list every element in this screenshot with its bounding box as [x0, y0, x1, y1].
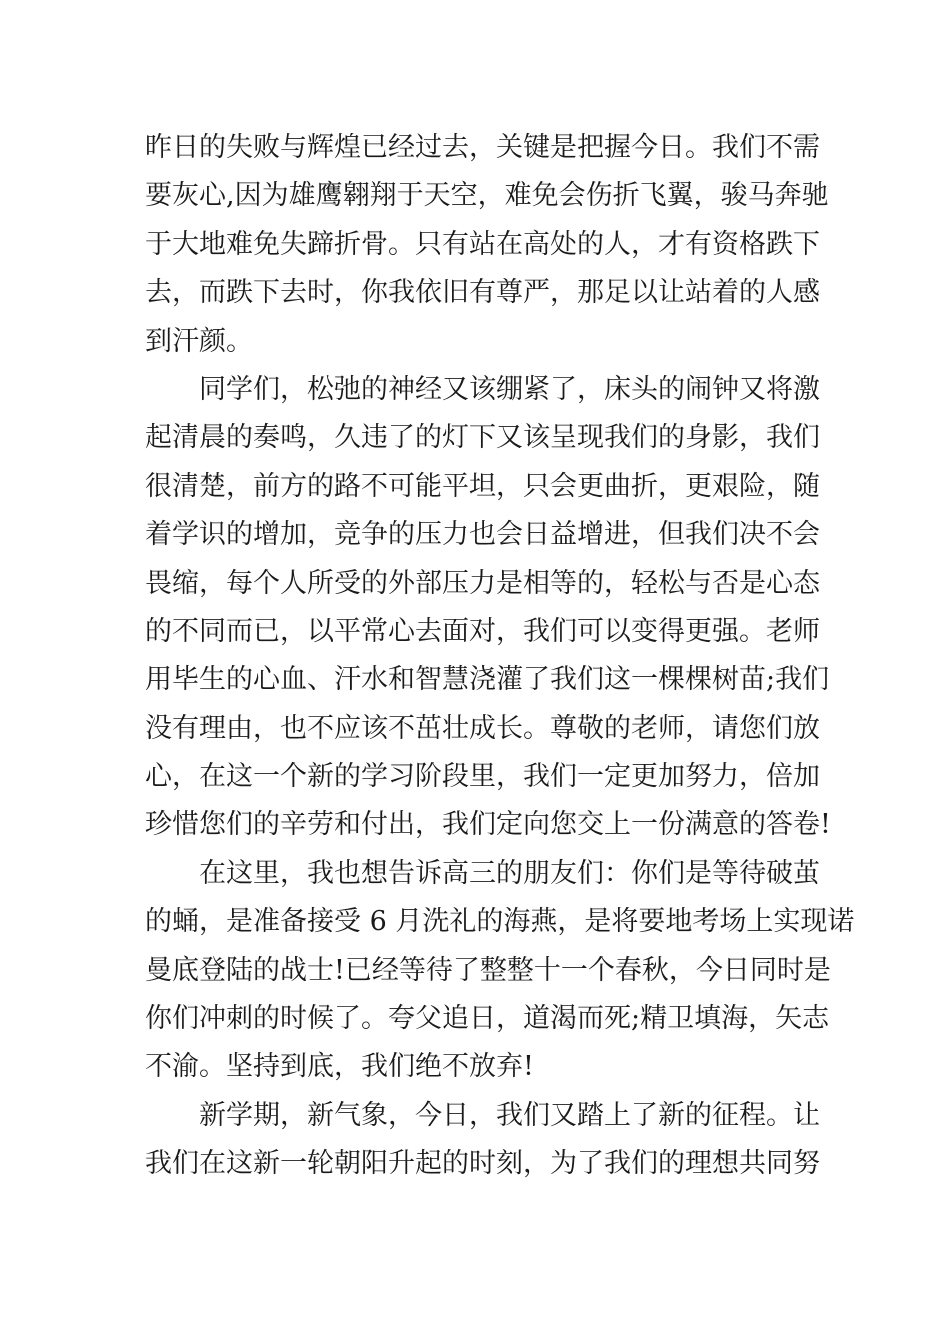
text-line: 在这里，我也想告诉高三的朋友们：你们是等待破茧: [199, 857, 820, 889]
paragraph: [145, 124, 829, 366]
text-line: 珍惜您们的辛劳和付出，我们定向您交上一份满意的答卷!: [145, 809, 831, 841]
text-line: 很清楚，前方的路不可能平坦，只会更曲折，更艰险，随: [145, 470, 820, 502]
document-body: [145, 124, 855, 1189]
text-line: 昨日的失败与辉煌已经过去，关键是把握今日。我们不需: [145, 132, 820, 163]
text-line: 你们冲刺的时候了。夸父追日，道渴而死;精卫填海，矢志: [145, 1003, 830, 1035]
text-line: 心，在这一个新的学习阶段里，我们一定更加努力，倍加: [145, 761, 820, 793]
text-line: 到汗颜。: [145, 325, 253, 357]
text-line: 起清晨的奏鸣，久违了的灯下又该呈现我们的身影，我们: [145, 422, 820, 454]
text-line: 的不同而已，以平常心去面对，我们可以变得更强。老师: [145, 615, 820, 647]
text-line: 同学们，松弛的神经又该绷紧了，床头的闹钟又将激: [199, 373, 820, 405]
text-line: 我们在这新一轮朝阳升起的时刻，为了我们的理想共同努: [145, 1148, 820, 1180]
paragraph: [145, 850, 855, 1092]
paragraph: [145, 366, 831, 850]
text-line: 去，而跌下去时，你我依旧有尊严，那足以让站着的人感: [145, 277, 820, 309]
paragraph: [145, 1092, 820, 1189]
text-line: 曼底登陆的战士!已经等待了整整十一个春秋，今日同时是: [145, 954, 831, 986]
text-line: 不渝。坚持到底，我们绝不放弃!: [145, 1051, 534, 1083]
text-line: 新学期，新气象，今日，我们又踏上了新的征程。让: [199, 1099, 820, 1131]
text-line: 着学识的增加，竞争的压力也会日益增进，但我们决不会: [145, 519, 820, 551]
text-line: 用毕生的心血、汗水和智慧浇灌了我们这一棵棵树苗;我们: [145, 664, 830, 696]
text-line: 畏缩，每个人所受的外部压力是相等的，轻松与否是心态: [145, 567, 820, 599]
text-line: 的蛹，是准备接受 6 月洗礼的海燕，是将要地考场上实现诺: [145, 906, 855, 938]
text-line: 要灰心,因为雄鹰翱翔于天空，难免会伤折飞翼，骏马奔驰: [145, 180, 829, 212]
text-line: 于大地难免失蹄折骨。只有站在高处的人，才有资格跌下: [145, 228, 820, 260]
text-line: 没有理由，也不应该不茁壮成长。尊敬的老师，请您们放: [145, 712, 820, 744]
